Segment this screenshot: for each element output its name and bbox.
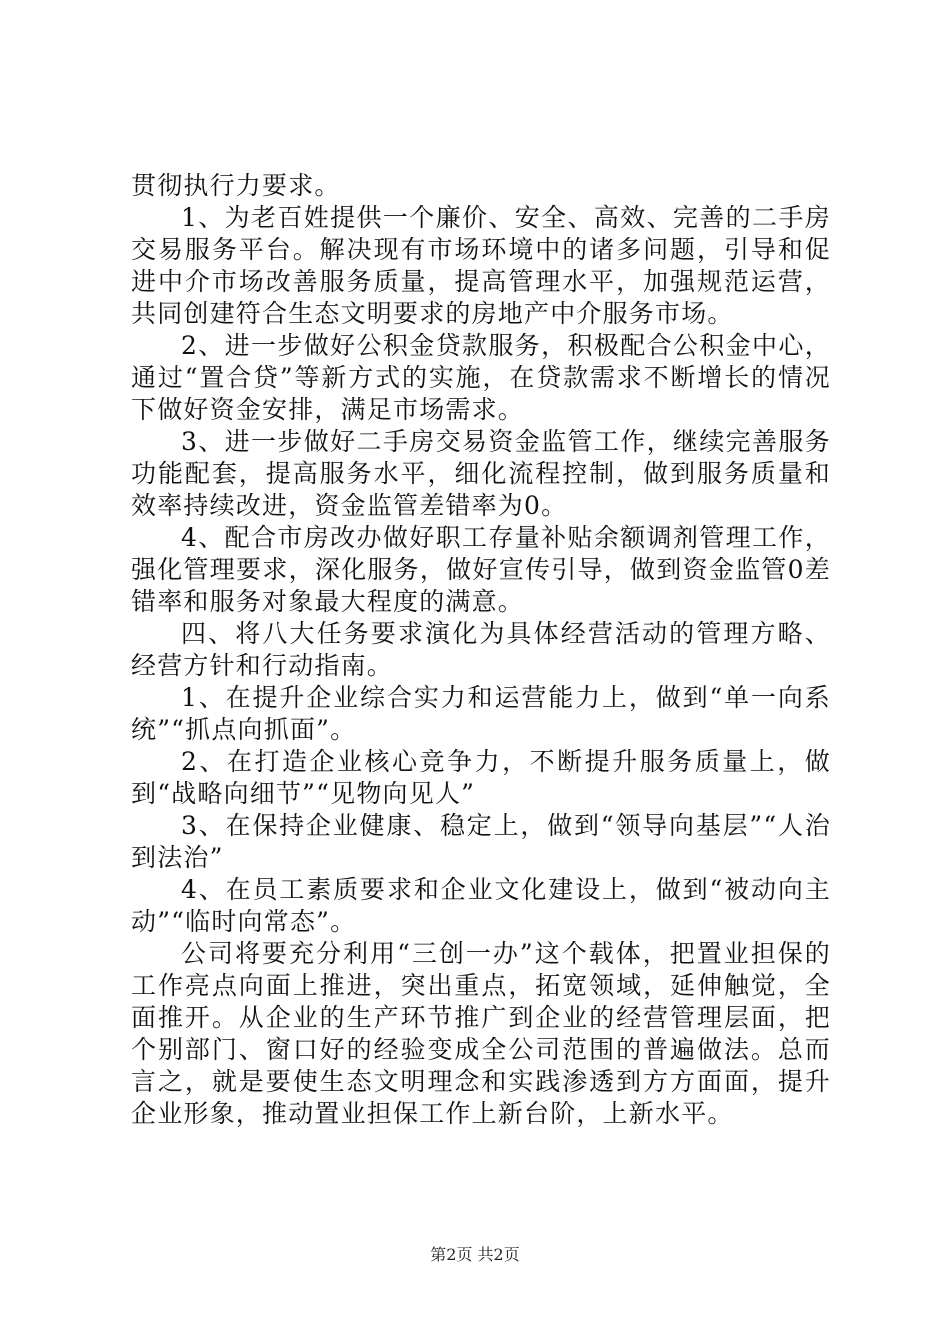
paragraph-continuation: 贯彻执行力要求。 xyxy=(131,171,341,200)
paragraph-item-1-trading-platform: 1、为老百姓提供一个廉价、安全、高效、完善的二手房交易服务平台。解决现有市场环境中的诸多问题，引导和促进中介市场改善服务质量，提高管理水平，加强规范运营，共同创建符合生态文明要求的房地产中介服务市场。 xyxy=(131,203,831,328)
document-body xyxy=(131,170,831,1130)
paragraph-strategy-4: 4、在员工素质要求和企业文化建设上，做到“被动向主动”“临时向常态”。 xyxy=(131,875,831,936)
paragraph-item-4-subsidy-management: 4、配合市房改办做好职工存量补贴余额调剂管理工作，强化管理要求，深化服务，做好宣传引导，做到资金监管0差错率和服务对象最大程度的满意。 xyxy=(131,523,831,616)
paragraph-strategy-1: 1、在提升企业综合实力和运营能力上，做到“单一向系统”“抓点向抓面”。 xyxy=(131,683,831,744)
paragraph-strategy-3: 3、在保持企业健康、稳定上，做到“领导向基层”“人治到法治” xyxy=(131,811,831,872)
paragraph-conclusion: 公司将要充分利用“三创一办”这个载体，把置业担保的工作亮点向面上推进，突出重点，拓宽领域，延伸触觉，全面推开。从企业的生产环节推广到企业的经营管理层面，把个别部门、窗口好的经验变成全公司范围的普遍做法。总而言之，就是要使生态文明理念和实践渗透到方方面面，提升企业形象，推动置业担保工作上新台阶，上新水平。 xyxy=(131,939,831,1128)
paragraph-item-2-provident-fund: 2、进一步做好公积金贷款服务，积极配合公积金中心，通过“置合贷”等新方式的实施，在贷款需求不断增长的情况下做好资金安排，满足市场需求。 xyxy=(131,331,831,424)
paragraph-item-3-fund-supervision: 3、进一步做好二手房交易资金监管工作，继续完善服务功能配套，提高服务水平，细化流程控制，做到服务质量和效率持续改进，资金监管差错率为0。 xyxy=(131,427,831,520)
page-number-footer: 第2页 共2页 xyxy=(430,1245,520,1264)
section-heading-four: 四、将八大任务要求演化为具体经营活动的管理方略、经营方针和行动指南。 xyxy=(131,619,831,680)
paragraph-strategy-2: 2、在打造企业核心竞争力，不断提升服务质量上，做到“战略向细节”“见物向见人” xyxy=(131,747,831,808)
